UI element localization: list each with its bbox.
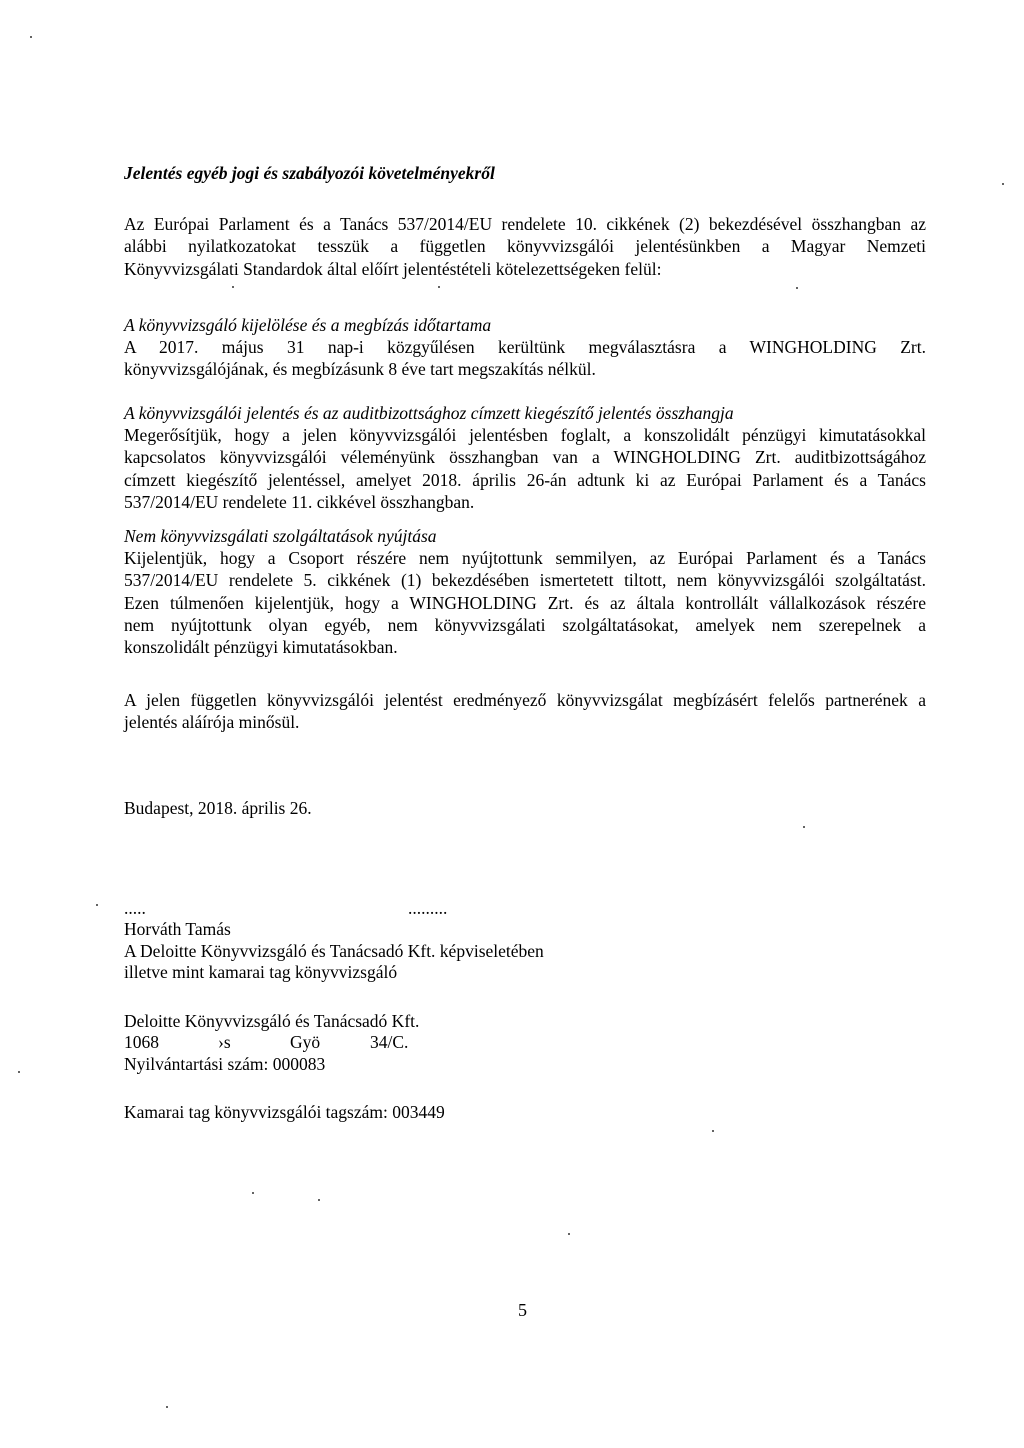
scan-speck	[252, 1192, 254, 1194]
non-audit-line: Kijelentjük, hogy a Csoport részére nem nyújtottunk semmilyen, az Európai Parlament és a Tanács	[124, 548, 926, 568]
intro-line: Az Európai Parlament és a Tanács 537/2014/EU rendelete 10. cikkének (2) bekezdésével összhangban az	[124, 214, 926, 234]
firm-address-number: 34/C.	[370, 1032, 409, 1052]
signer-role-line2: illetve mint kamarai tag könyvvizsgáló	[124, 962, 398, 982]
intro-paragraph	[124, 213, 926, 280]
page-number: 5	[518, 1300, 527, 1320]
scan-speck	[796, 287, 798, 289]
scan-speck	[1002, 183, 1004, 185]
scan-speck	[232, 286, 234, 288]
consistency-line: Megerősítjük, hogy a jelen könyvvizsgálói jelentésben foglalt, a konszolidált pénzügyi kimutatásokkal	[124, 425, 926, 445]
non-audit-line: nem nyújtottunk olyan egyéb, nem könyvvizsgálati szolgáltatásokat, amelyek nem szerepelnek a	[124, 614, 926, 635]
scan-speck	[712, 1130, 714, 1132]
non-audit-line: 537/2014/EU rendelete 5. cikkének (1) bekezdésében ismertetett tiltott, nem könyvvizsgálói szolgáltatást.	[124, 570, 926, 591]
partner-statement	[124, 689, 926, 734]
consistency-line: kapcsolatos könyvvizsgálói véleményünk összhangban van a WINGHOLDING Zrt. auditbizottságához	[124, 447, 926, 468]
consistency-paragraph	[124, 424, 926, 513]
non-audit-heading: Nem könyvvizsgálati szolgáltatások nyújtása	[124, 526, 437, 546]
firm-address-fragment: ›s	[218, 1032, 231, 1052]
non-audit-paragraph	[124, 547, 926, 658]
intro-line: Könyvvizsgálati Standardok által előírt jelentéstételi kötelezettségeken felül:	[124, 258, 662, 279]
consistency-heading: A könyvvizsgálói jelentés és az auditbizottsághoz címzett kiegészítő jelentés összhangja	[124, 403, 734, 423]
firm-address-zip: 1068	[124, 1032, 159, 1052]
appointment-line: A 2017. május 31 nap-i közgyűlésen kerültünk megválasztásra a WINGHOLDING Zrt.	[124, 337, 926, 357]
scan-speck	[438, 286, 440, 288]
scan-speck	[803, 826, 805, 828]
scan-speck	[30, 36, 32, 38]
consistency-line: 537/2014/EU rendelete 11. cikkével összhangban.	[124, 491, 475, 512]
place-date: Budapest, 2018. április 26.	[124, 798, 312, 818]
appointment-paragraph	[124, 336, 926, 381]
signature-dots-left: .....	[124, 898, 146, 918]
section-title: Jelentés egyéb jogi és szabályozói követelményekről	[124, 163, 495, 183]
appointment-line: könyvvizsgálójának, és megbízásunk 8 éve tart megszakítás nélkül.	[124, 359, 596, 380]
scan-speck	[568, 1233, 570, 1235]
partner-line: jelentés aláírója minősül.	[124, 712, 300, 733]
firm-registration: Nyilvántartási szám: 000083	[124, 1054, 326, 1074]
firm-address-fragment: Gyö	[290, 1032, 321, 1052]
non-audit-line: Ezen túlmenően kijelentjük, hogy a WINGHOLDING Zrt. és az általa kontrollált vállalkozások részére	[124, 592, 926, 613]
partner-line: A jelen független könyvvizsgálói jelentést eredményező könyvvizsgálat megbízásért felelős partnerének a	[124, 690, 926, 710]
scan-speck	[166, 1406, 168, 1408]
consistency-line: címzett kiegészítő jelentéssel, amelyet 2018. április 26-án adtunk ki az Európai Parlament és a Tanács	[124, 469, 926, 490]
scan-speck	[96, 904, 98, 906]
signature-dots-right: .........	[408, 898, 448, 918]
signer-role-line1: A Deloitte Könyvvizsgáló és Tanácsadó Kft. képviseletében	[124, 941, 544, 961]
intro-line: alábbi nyilatkozatokat tesszük a független könyvvizsgálói jelentésünkben a Magyar Nemzeti	[124, 236, 926, 257]
scan-speck	[18, 1071, 20, 1073]
scan-speck	[318, 1199, 320, 1201]
signer-name: Horváth Tamás	[124, 919, 231, 939]
appointment-heading: A könyvvizsgáló kijelölése és a megbízás időtartama	[124, 315, 492, 335]
member-number: Kamarai tag könyvvizsgálói tagszám: 003449	[124, 1102, 445, 1122]
non-audit-line: konszolidált pénzügyi kimutatásokban.	[124, 637, 398, 658]
firm-name: Deloitte Könyvvizsgáló és Tanácsadó Kft.	[124, 1011, 420, 1031]
